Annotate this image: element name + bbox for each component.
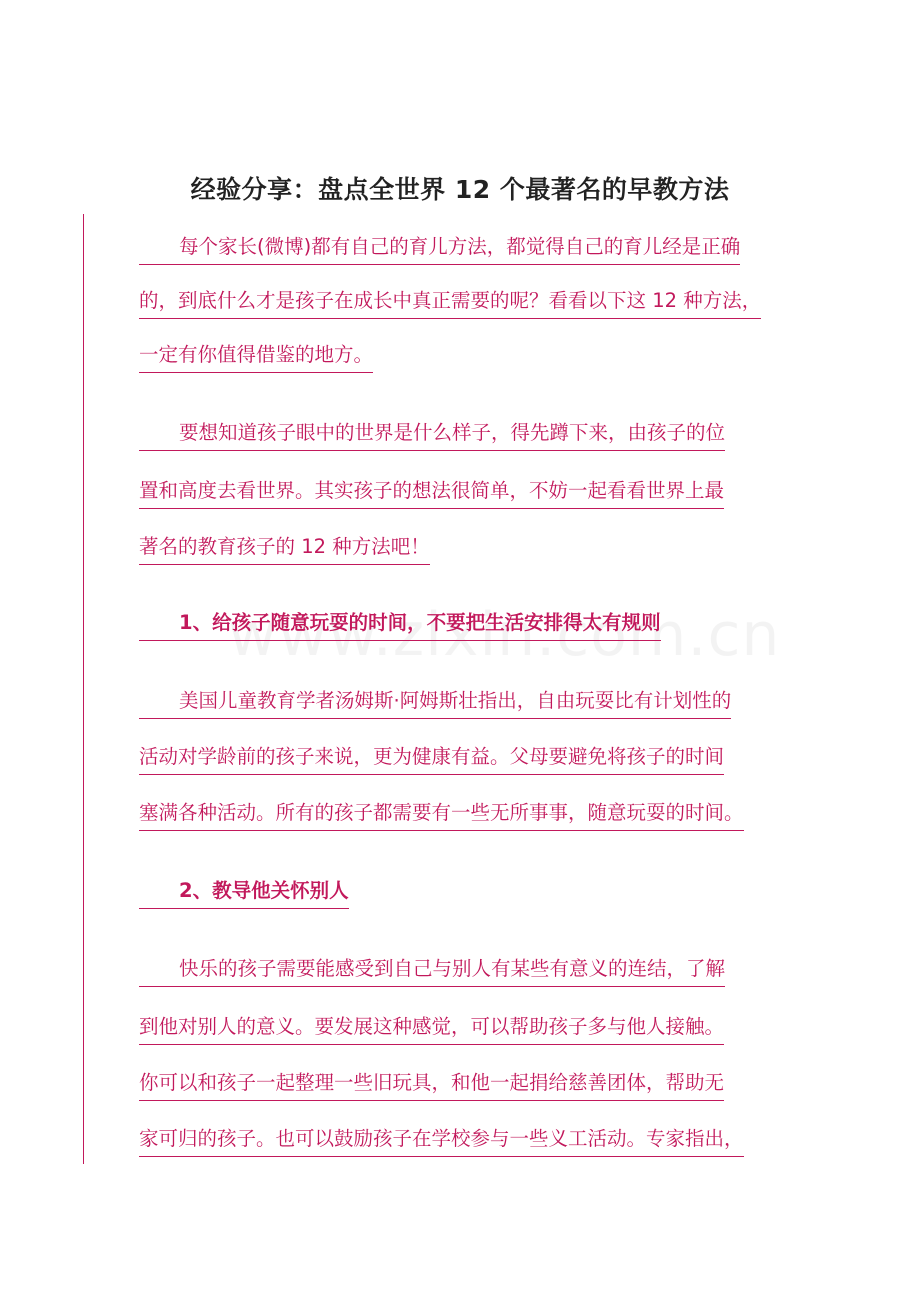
paragraph-4-line-1 [139,956,725,987]
paragraph-3-line-3 [139,800,744,831]
paragraph-text: 快乐的孩子需要能感受到自己与别人有某些有意义的连结，了解 [179,957,726,980]
paragraph-4-line-4 [139,1126,744,1157]
paragraph-text: 一定有你值得借鉴的地方。 [139,343,374,366]
section-heading-2 [139,878,349,909]
paragraph-2-line-1 [139,420,725,451]
paragraph-text: 著名的教育孩子的 12 种方法吧！ [139,535,430,558]
paragraph-text: 的，到底什么才是孩子在成长中真正需要的呢？看看以下这 12 种方法， [139,289,762,312]
paragraph-text: 活动对学龄前的孩子来说，更为健康有益。父母要避免将孩子的时间 [139,745,725,768]
section-heading-1 [139,610,661,641]
paragraph-text: 塞满各种活动。所有的孩子都需要有一些无所事事，随意玩耍的时间。 [139,801,744,824]
paragraph-text: 每个家长(微博)都有自己的育儿方法，都觉得自己的育儿经是正确 [179,235,741,258]
heading-text: 2、教导他关怀别人 [179,879,349,902]
paragraph-text: 家可归的孩子。也可以鼓励孩子在学校参与一些义工活动。专家指出， [139,1127,744,1150]
paragraph-1-line-3 [139,342,373,373]
paragraph-text: 你可以和孩子一起整理一些旧玩具，和他一起捐给慈善团体，帮助无 [139,1071,725,1094]
paragraph-4-line-2 [139,1014,724,1045]
paragraph-text: 美国儿童教育学者汤姆斯·阿姆斯壮指出，自由玩耍比有计划性的 [179,689,732,712]
page-title: 经验分享：盘点全世界 12 个最著名的早教方法 [190,175,730,204]
paragraph-4-line-3 [139,1070,724,1101]
paragraph-2-line-2 [139,478,724,509]
paragraph-text: 置和高度去看世界。其实孩子的想法很简单，不妨一起看看世界上最 [139,479,725,502]
paragraph-text: 到他对别人的意义。要发展这种感觉，可以帮助孩子多与他人接触。 [139,1015,725,1038]
margin-bar [83,214,84,1164]
paragraph-3-line-1 [139,688,731,719]
paragraph-1-line-1 [139,234,740,265]
paragraph-2-line-3 [139,534,430,565]
paragraph-3-line-2 [139,744,724,775]
paragraph-1-line-2 [139,288,761,319]
paragraph-text: 要想知道孩子眼中的世界是什么样子，得先蹲下来，由孩子的位 [179,421,726,444]
heading-text: 1、给孩子随意玩耍的时间，不要把生活安排得太有规则 [179,611,661,634]
